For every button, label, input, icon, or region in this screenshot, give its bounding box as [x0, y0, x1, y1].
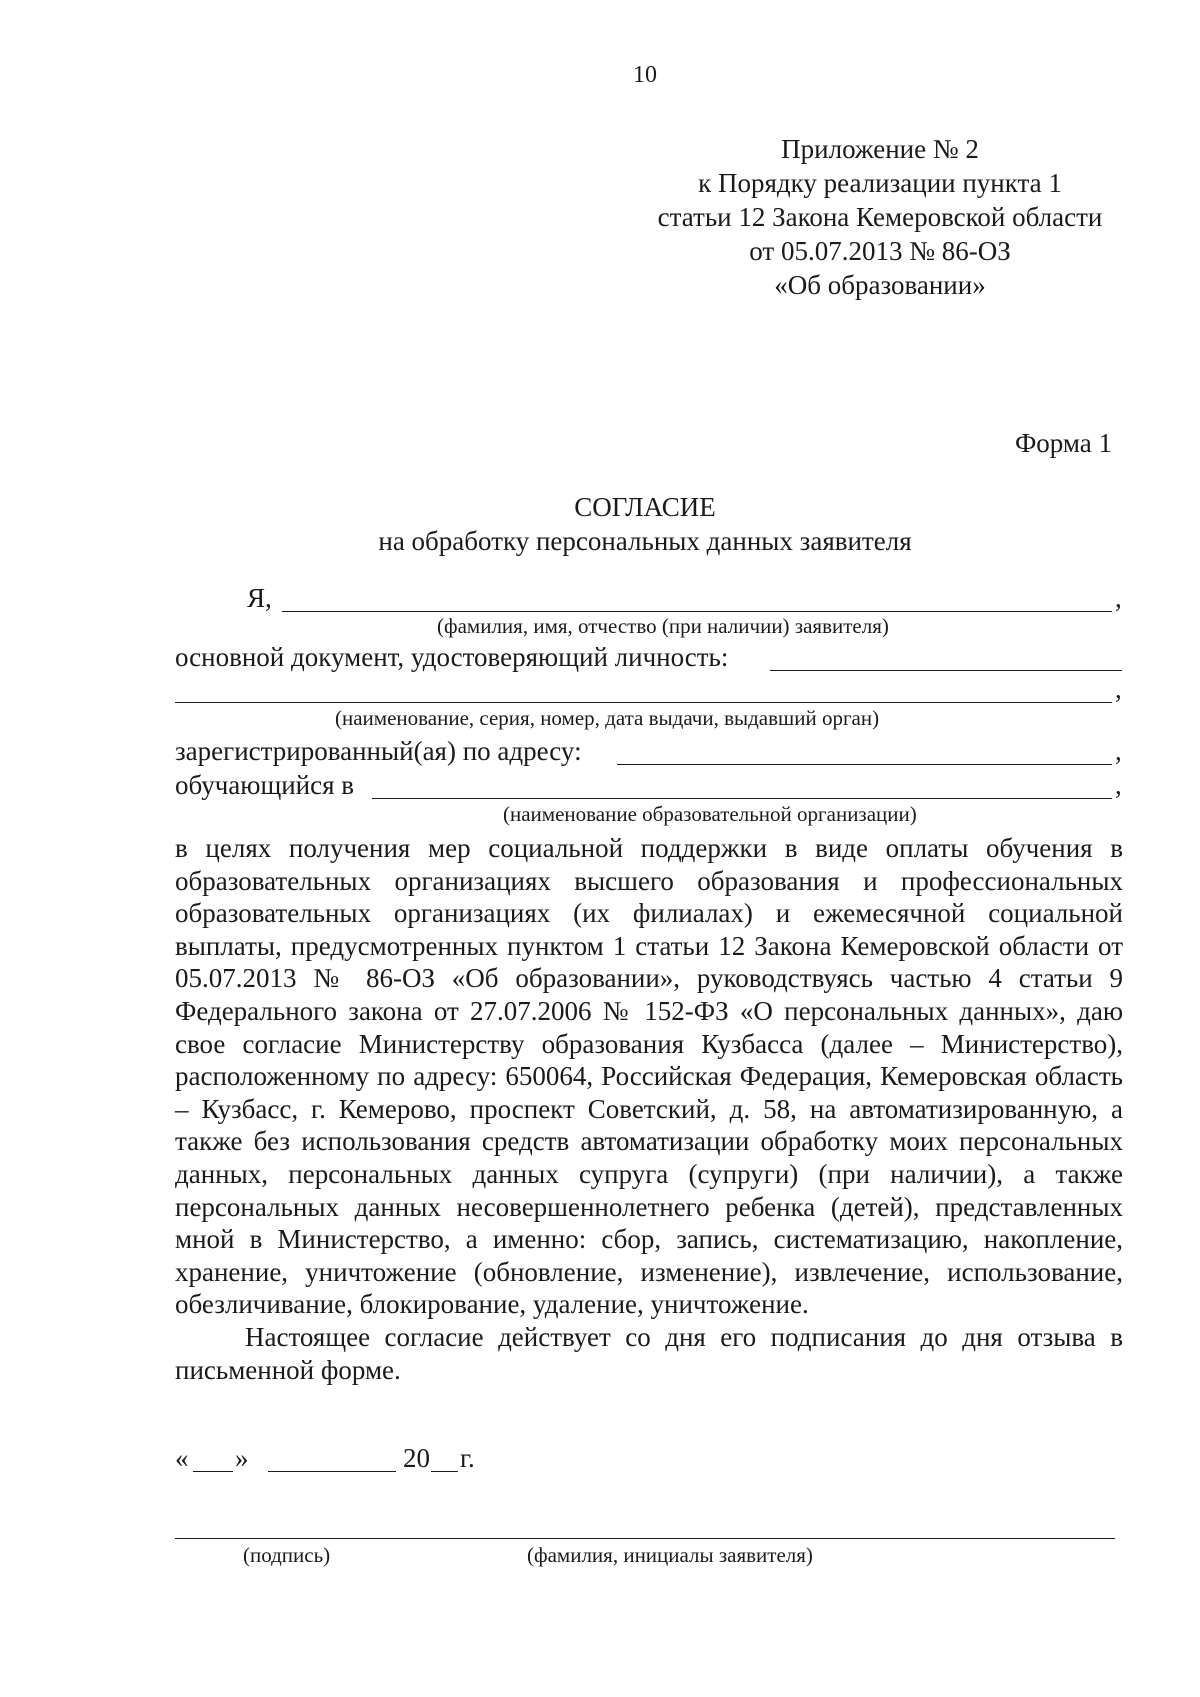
address-line[interactable]: [617, 764, 1112, 765]
form-label: Форма 1: [1014, 428, 1112, 458]
page-number: 10: [633, 62, 657, 88]
doc-caption: (наименование, серия, номер, дата выдачи, выдавший орган): [335, 706, 880, 730]
comma-3: ,: [1115, 736, 1122, 766]
annex-line-4: от 05.07.2013 № 86-ОЗ: [749, 236, 1011, 266]
comma-4: ,: [1115, 770, 1122, 800]
title-main: СОГЛАСИЕ: [574, 492, 716, 522]
body-paragraph-1: в целях получения мер социальной поддержки в виде оплаты обучения в образовательных организациях высшего образования и профессиональных образовательных организациях (их филиалах) и ежемесячной социальной выплаты, предусмотренных пунктом 1 статьи 12 Закона Кемеровской области от 05.07.2013 № 86-ОЗ «Об образовании», руководствуясь частью 4 статьи 9 Федерального закона от 27.07.2006 № 152-ФЗ «О персональных данных», даю свое согласие Министерству образования Кузбасса (далее – Министерство), расположенному по адресу: 650064, Российская Федерация, Кемеровская область – Кузбасс, г. Кемерово, проспект Советский, д. 58, на автоматизированную, а также без использования средств автоматизации обработку моих персональных данных, персональных данных супруга (супруги) (при наличии), а также персональных данных несовершеннолетнего ребенка (детей), представленных мной в Министерство, а именно: сбор, запись, систематизацию, накопление, хранение, уничтожение (обновление, изменение), извлечение, использование, обезличивание, блокирование, удаление, уничтожение.: [175, 833, 1123, 1320]
doc-line-1[interactable]: [770, 670, 1122, 671]
annex-line-5: «Об образовании»: [774, 270, 986, 300]
i-prefix: Я,: [247, 583, 272, 613]
date-year-line[interactable]: [431, 1471, 458, 1472]
date-day-line[interactable]: [193, 1471, 233, 1472]
address-label: зарегистрированный(ая) по адресу:: [175, 736, 582, 766]
applicant-name-line[interactable]: [282, 611, 1112, 612]
annex-line-3: статьи 12 Закона Кемеровской области: [657, 202, 1103, 232]
comma-2: ,: [1115, 674, 1122, 704]
doc-label: основной документ, удостоверяющий личность:: [175, 642, 729, 672]
document-title: [0, 490, 1200, 558]
study-line[interactable]: [372, 798, 1112, 799]
study-label: обучающийся в: [175, 770, 355, 800]
date-month-line[interactable]: [268, 1471, 396, 1472]
comma-1: ,: [1115, 583, 1122, 613]
date-year-suffix: г.: [460, 1443, 475, 1473]
signature-caption: (подпись): [243, 1543, 331, 1567]
study-caption: (наименование образовательной организации): [503, 802, 917, 826]
applicant-initials-caption: (фамилия, инициалы заявителя): [527, 1543, 813, 1567]
date-close-quote: »: [235, 1443, 249, 1473]
annex-header: [620, 132, 1140, 302]
annex-line-2: к Порядку реализации пункта 1: [698, 168, 1062, 198]
body-paragraph-2: Настоящее согласие действует со дня его подписания до дня отзыва в письменной форме.: [175, 1321, 1123, 1385]
signature-line[interactable]: [175, 1538, 1115, 1539]
applicant-name-caption: (фамилия, имя, отчество (при наличии) заявителя): [437, 614, 889, 638]
annex-line-1: Приложение № 2: [781, 134, 979, 164]
consent-body: [175, 832, 1123, 1386]
date-open-quote: «: [175, 1443, 189, 1473]
doc-line-2[interactable]: [175, 702, 1112, 703]
date-year-prefix: 20: [403, 1443, 430, 1473]
title-sub: на обработку персональных данных заявителя: [378, 526, 912, 556]
